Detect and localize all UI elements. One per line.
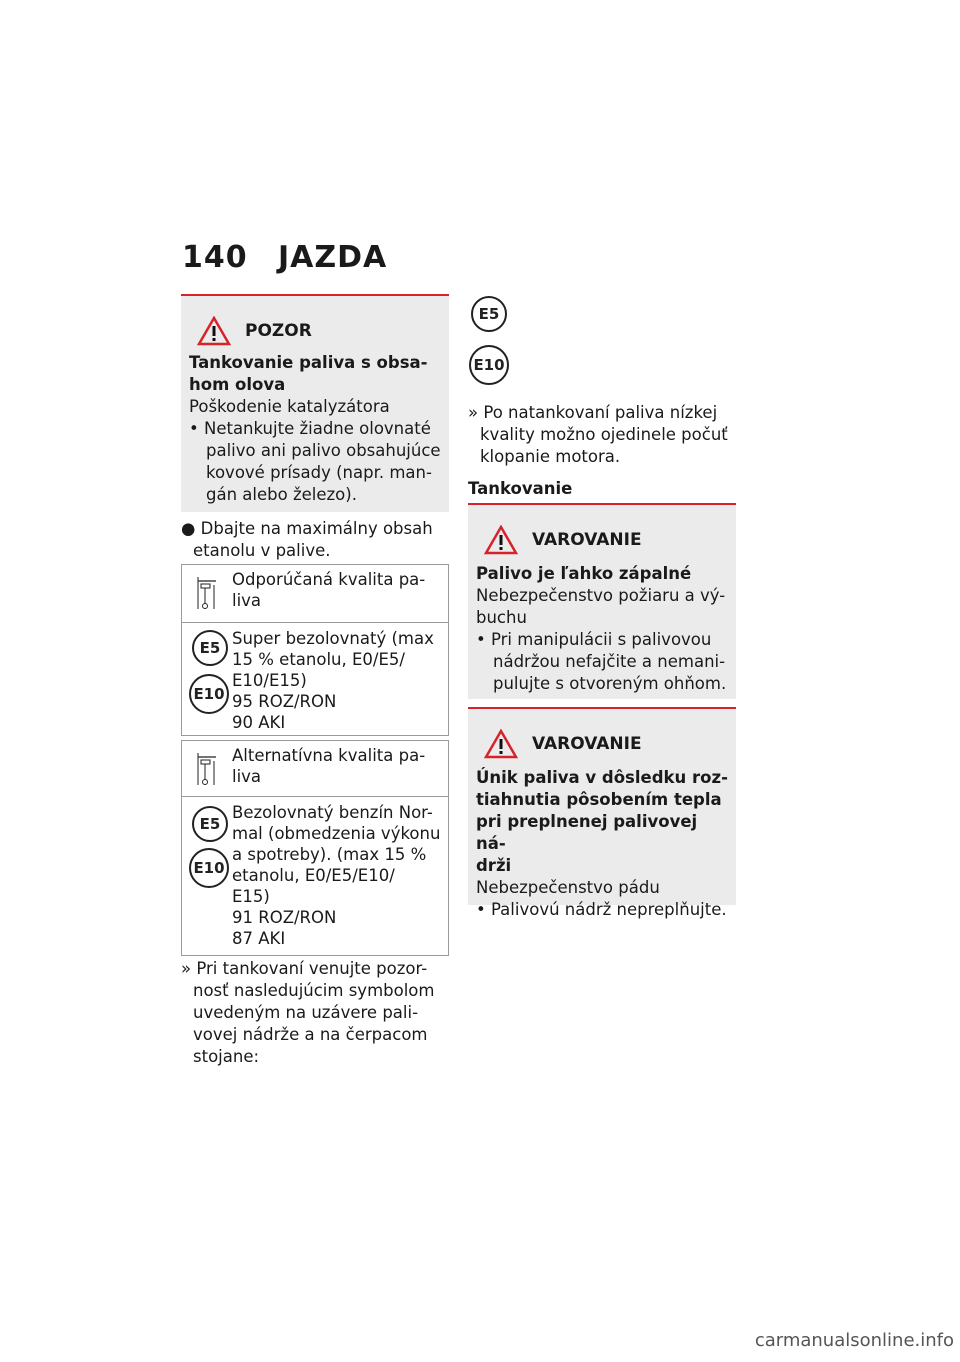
- warning-bullet-line: • Palivovú nádrž nepreplňujte.: [476, 900, 727, 919]
- e10-icon: E10: [469, 345, 509, 385]
- page-number: 140: [182, 240, 248, 275]
- warning-box-pozor: [181, 294, 449, 512]
- fuel-pump-icon: [196, 751, 218, 787]
- table-row: [182, 798, 448, 955]
- warning-bullet-line: nádržou nefajčite a nemani-: [493, 652, 726, 671]
- section-title: JAZDA: [278, 240, 388, 275]
- warning-triangle-icon: [484, 729, 518, 759]
- warning-title: VAROVANIE: [532, 530, 642, 550]
- warning-bullet-line: • Pri manipulácii s palivovou: [476, 630, 712, 649]
- paragraph-line: etanolu v palive.: [193, 541, 331, 560]
- warning-text-line: Nebezpečenstvo požiaru a vý-: [476, 586, 726, 605]
- warning-heading-line: Únik paliva v dôsledku roz-: [476, 768, 728, 787]
- paragraph-line: uvedeným na uzávere pali-: [193, 1003, 419, 1022]
- warning-box-flammable: [468, 503, 736, 699]
- e10-icon: E10: [189, 848, 229, 888]
- icon-cell: [182, 798, 231, 955]
- warning-title-row: [484, 729, 728, 759]
- table-cell-line: etanolu, E0/E5/E10/: [232, 866, 395, 885]
- table-cell-line: a spotreby). (max 15 %: [232, 845, 427, 864]
- paragraph-line: klopanie motora.: [480, 447, 621, 466]
- table-cell-line: 95 ROZ/RON: [232, 692, 337, 711]
- paragraph-line: kvality možno ojedinele počuť: [480, 425, 728, 444]
- page-header: [182, 240, 387, 275]
- table-cell-line: 91 ROZ/RON: [232, 908, 337, 927]
- paragraph-line: ● Dbajte na maximálny obsah: [181, 519, 433, 538]
- table-cell-line: liva: [232, 767, 262, 786]
- icon-cell: [182, 741, 231, 796]
- table-cell-line: Super bezolovnatý (max: [232, 629, 434, 648]
- warning-heading-line: Palivo je ľahko zápalné: [476, 564, 692, 583]
- warning-triangle-icon: [484, 525, 518, 555]
- paragraph-line: » Pri tankovaní venujte pozor-: [181, 959, 428, 978]
- table-cell-text: [232, 802, 444, 949]
- warning-triangle-icon: [197, 316, 231, 346]
- warning-bullet-line: • Netankujte žiadne olovnaté: [189, 419, 431, 438]
- warning-heading-line: pri preplnenej palivovej ná-: [476, 812, 698, 853]
- warning-bullet-line: palivo ani palivo obsahujúce: [206, 441, 441, 460]
- warning-title: POZOR: [245, 321, 312, 341]
- paragraph-ethanol: [181, 518, 449, 562]
- table-cell-line: Bezolovnatý benzín Nor-: [232, 803, 433, 822]
- fuel-pump-icon: [196, 575, 218, 611]
- paragraph-line: vovej nádrže a na čerpacom: [193, 1025, 428, 1044]
- table-row: [182, 741, 448, 797]
- warning-bullet-line: kovové prísady (napr. man-: [206, 463, 432, 482]
- warning-title-row: [484, 525, 728, 555]
- table-cell-line: 15 % etanolu, E0/E5/: [232, 650, 405, 669]
- paragraph-symbols: [181, 958, 449, 1068]
- paragraph-line: » Po natankovaní paliva nízkej: [468, 403, 718, 422]
- warning-box-fuel-leak: [468, 707, 736, 919]
- table-cell-line: 87 AKI: [232, 929, 286, 948]
- warning-heading-line: hom olova: [189, 375, 286, 394]
- table-cell-line: Odporúčaná kvalita pa-: [232, 570, 426, 589]
- warning-text-line: buchu: [476, 608, 527, 627]
- table-cell-line: Alternatívna kvalita pa-: [232, 746, 426, 765]
- icon-cell: [182, 624, 231, 735]
- paragraph-line: nosť nasledujúcim symbolom: [193, 981, 435, 1000]
- e5-icon: E5: [192, 630, 228, 666]
- fuel-quality-table-recommended: [181, 564, 449, 736]
- table-row: [182, 624, 448, 735]
- e5-icon: E5: [192, 806, 228, 842]
- warning-text-line: Poškodenie katalyzátora: [189, 397, 390, 416]
- warning-heading-line: tiahnutia pôsobením tepla: [476, 790, 722, 809]
- fuel-quality-table-alternative: [181, 740, 449, 956]
- warning-title-row: [197, 316, 441, 346]
- warning-text-line: Nebezpečenstvo pádu: [476, 878, 660, 897]
- warning-heading-line: Tankovanie paliva s obsa-: [189, 353, 428, 372]
- e5-icon: E5: [471, 296, 507, 332]
- table-cell-text: [232, 745, 444, 787]
- paragraph-line: stojane:: [193, 1047, 260, 1066]
- paragraph-low-quality: [468, 402, 736, 468]
- e10-icon: E10: [189, 674, 229, 714]
- warning-heading-line: drži: [476, 856, 512, 875]
- table-row: [182, 565, 448, 623]
- table-cell-line: mal (obmedzenia výkonu: [232, 824, 441, 843]
- warning-title: VAROVANIE: [532, 734, 642, 754]
- table-cell-text: [232, 569, 444, 611]
- subheading-tankovanie: Tankovanie: [468, 479, 573, 498]
- warning-bullet-line: gán alebo železo).: [206, 485, 357, 504]
- table-cell-line: E10/E15): [232, 671, 307, 690]
- table-cell-text: [232, 628, 444, 733]
- table-cell-line: liva: [232, 591, 262, 610]
- table-cell-line: 90 AKI: [232, 713, 286, 732]
- table-cell-line: E15): [232, 887, 270, 906]
- icon-cell: [182, 565, 231, 622]
- warning-bullet-line: pulujte s otvoreným ohňom.: [493, 674, 727, 693]
- footer-watermark: carmanualsonline.info: [754, 1330, 954, 1351]
